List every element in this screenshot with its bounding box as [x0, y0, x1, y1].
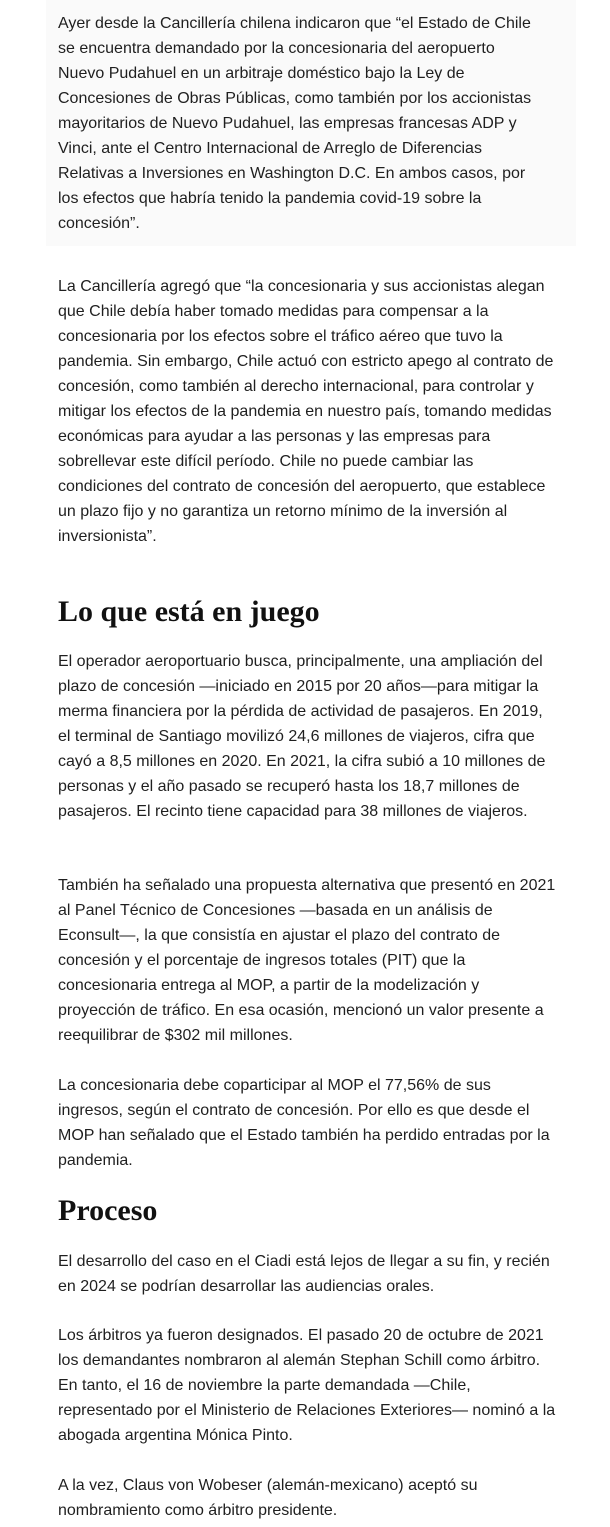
paragraph-cancilleria: La Cancillería agregó que “la concesionaria y sus accionistas alegan que Chile debía haber tomado medidas para compensar a la concesionaria por los efectos sobre el tráfico aéreo que tuvo la pandemia. Sin embargo, Chile actuó con estricto apego al contrato de concesión, como también al derecho internacional, para controlar y mitigar los efectos de la pandemia en nuestro país, tomando medidas económicas para ayudar a las personas y las empresas para sobrellevar este difícil período. Chile no puede cambiar las condiciones del contrato de concesión del aeropuerto, que establece un plazo fijo y no garantiza un retorno mínimo de la inversión al inversionista”.: [58, 278, 554, 545]
paragraph-coparticipar: La concesionaria debe coparticipar al MOP el 77,56% de sus ingresos, según el contrato de concesión. Por ello es que desde el MOP han señalado que el Estado también ha perdido entradas por la pandemia.: [58, 1077, 550, 1169]
paragraph-operador: El operador aeroportuario busca, principalmente, una ampliación del plazo de concesión —iniciado en 2015 por 20 años—para mitigar la merma financiera por la pérdida de actividad de pasajeros. En 2019, el terminal de Santiago movilizó 24,6 millones de viajeros, cifra que cayó a 8,5 millones en 2020. En 2021, la cifra subió a 10 millones de personas y el año pasado se recuperó hasta los 18,7 millones de pasajeros. El recinto tiene capacidad para 38 millones de viajeros.: [58, 653, 546, 820]
section-heading-proceso: Proceso: [58, 1194, 158, 1227]
paragraph-propuesta: También ha señalado una propuesta alternativa que presentó en 2021 al Panel Técnico de Concesiones —basada en un análisis de Econsult—, la que consistía en ajustar el plazo del contrato de concesión y el porcentaje de ingresos totales (PIT) que la concesionaria entrega al MOP, a partir de la modelización y proyección de tráfico. En esa ocasión, mencionó un valor presente a reequilibrar de $302 mil millones.: [58, 877, 556, 1044]
quote-paragraph: Ayer desde la Cancillería chilena indicaron que “el Estado de Chile se encuentra demandado por la concesionaria del aeropuerto Nuevo Pudahuel en un arbitraje doméstico bajo la Ley de Concesiones de Obras Públicas, como también por los accionistas mayoritarios de Nuevo Pudahuel, las empresas francesas ADP y Vinci, ante el Centro Internacional de Arreglo de Diferencias Relativas a Inversiones en Washington D.C. En ambos casos, por los efectos que habría tenido la pandemia covid-19 sobre la concesión”.: [58, 15, 532, 232]
section-heading-lo-que-esta-en-juego: Lo que está en juego: [58, 595, 320, 628]
paragraph-ciadi: El desarrollo del caso en el Ciadi está lejos de llegar a su fin, y recién en 2024 se podrían desarrollar las audiencias orales.: [58, 1253, 550, 1295]
paragraph-presidente: A la vez, Claus von Wobeser (alemán-mexicano) aceptó su nombramiento como árbitro presidente.: [58, 1477, 478, 1519]
paragraph-arbitros: Los árbitros ya fueron designados. El pasado 20 de octubre de 2021 los demandantes nombraron al alemán Stephan Schill como árbitro. En tanto, el 16 de noviembre la parte demandada —Chile, representado por el Ministerio de Relaciones Exteriores— nominó a la abogada argentina Mónica Pinto.: [58, 1327, 556, 1444]
